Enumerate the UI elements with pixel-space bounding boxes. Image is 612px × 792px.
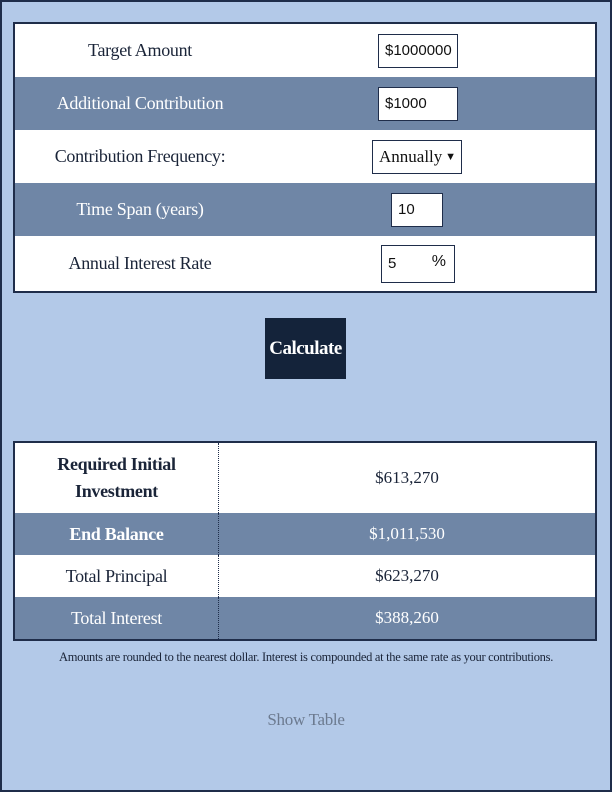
time-span-label: Time Span (years) [76, 199, 204, 219]
total-interest-label: Total Interest [70, 607, 162, 628]
contribution-frequency-select[interactable] [372, 140, 462, 174]
target-amount-input[interactable]: $1000000 [378, 34, 458, 68]
required-initial-label: Required Initial Investment [57, 454, 176, 501]
input-table [13, 22, 597, 293]
time-span-input[interactable]: 10 [391, 193, 443, 227]
row-additional-contribution [15, 77, 595, 130]
row-interest-rate [15, 236, 595, 291]
total-principal-value: $623,270 [218, 555, 595, 597]
result-row-total-interest [15, 597, 595, 639]
interest-rate-value: 5 [388, 255, 397, 272]
result-row-end-balance [15, 513, 595, 555]
row-time-span [15, 183, 595, 236]
calculate-button[interactable]: Calculate [265, 318, 346, 379]
total-interest-value: $388,260 [218, 597, 595, 639]
result-row-required-initial [15, 443, 595, 513]
row-target-amount [15, 24, 595, 77]
end-balance-label: End Balance [69, 523, 164, 544]
result-row-total-principal [15, 555, 595, 597]
contribution-frequency-value: Annually [379, 146, 443, 166]
chevron-down-icon: ▼ [445, 150, 456, 163]
target-amount-label: Target Amount [88, 40, 192, 60]
rounding-note: Amounts are rounded to the nearest dollar. Interest is compounded at the same rate as your contributions. [58, 650, 554, 664]
required-initial-value: $613,270 [218, 443, 595, 513]
interest-rate-input[interactable] [381, 245, 455, 283]
results-table [13, 441, 597, 641]
additional-contribution-label: Additional Contribution [56, 93, 224, 113]
row-contribution-frequency [15, 130, 595, 183]
total-principal-label: Total Principal [65, 565, 168, 586]
show-table-link[interactable]: Show Table [267, 710, 345, 729]
interest-rate-label: Annual Interest Rate [68, 253, 212, 273]
percent-unit: % [431, 252, 446, 270]
contribution-frequency-label: Contribution Frequency: [54, 146, 226, 166]
additional-contribution-input[interactable]: $1000 [378, 87, 458, 121]
end-balance-value: $1,011,530 [218, 513, 595, 555]
